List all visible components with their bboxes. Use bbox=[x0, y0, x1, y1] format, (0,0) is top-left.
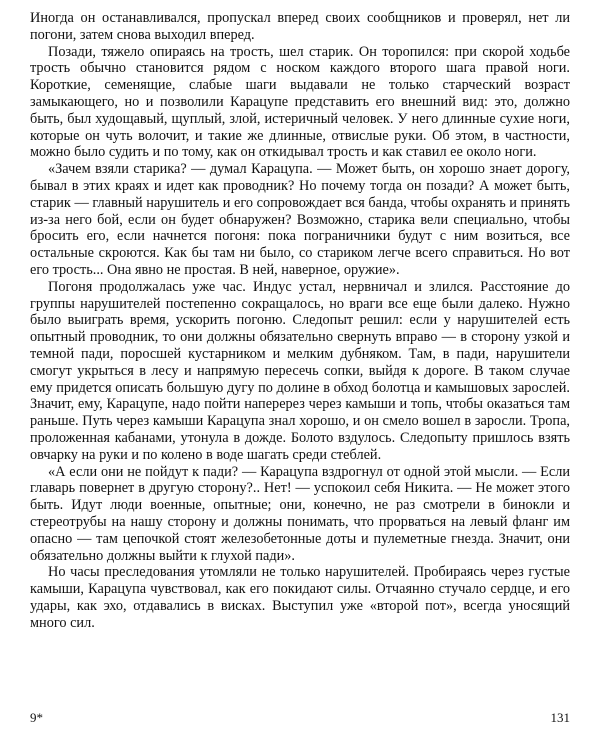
paragraph-6: Но часы преследования утомляли не только нарушителей. Пробираясь через густые камыши, Карацупа чувствовал, как его покидают силы. Отчаянно стучало сердце, и его удары, как эхо, отдавались в висках. Выступил уже «второй пот», всегда уносящий много сил. bbox=[30, 564, 570, 631]
page-number: 131 bbox=[550, 710, 570, 725]
paragraph-1: Иногда он останавливался, пропускал вперед своих сообщников и проверял, нет ли погони, затем снова выходил вперед. bbox=[30, 10, 570, 43]
paragraph-2: Позади, тяжело опираясь на трость, шел старик. Он торопился: при скорой ходьбе трость обычно становится рядом с носком каждого второго шага правой ноги. Короткие, семенящие, слабые шаги выдавали не только старческий возраст замыкающего, но и позволили Карацупе представить его внешний вид: это, должно быть, был худощавый, щуплый, злой, истеричный человек. У него длинные сухие ноги, которые он чуть волочит, и такие же длинные, отвислые руки. Об этом, в частности, можно было судить и по тому, как он откидывал трость и как ставил ее около ноги. bbox=[30, 43, 570, 161]
paragraph-5: «А если они не пойдут к пади? — Карацупа вздрогнул от одной этой мысли. — Если главарь повернет в другую сторону?.. Нет! — успокоил себя Никита. — Не может этого быть. Идут люди военные, опытные; они, конечно, не раз смотрели в бинокли и стереотрубы на нашу сторону и должны понимать, что прорваться на левый фланг им опасно — там цепочкой стоят железобетонные доты и пулеметные гнезда. Значит, они обязательно должны выйти к глухой пади». bbox=[30, 463, 570, 564]
paragraph-3: «Зачем взяли старика? — думал Карацупа. — Может быть, он хорошо знает дорогу, бывал в этих краях и идет как проводник? Но почему тогда он позади? А может быть, старик — главный нарушитель и его сопровождает вся банда, чтобы охранять и принять из-за него бой, если он будет обнаружен? Возможно, старика вели специально, чтобы бросить его, если начнется погоня: пока пограничники будут с ним возиться, все остальные скроются. Как бы там ни было, со стариком легче всего справиться. Но вот его трость... Она явно не простая. В ней, наверное, оружие». bbox=[30, 161, 570, 278]
page-body bbox=[30, 10, 570, 631]
signature-mark: 9* bbox=[30, 710, 43, 725]
paragraph-4: Погоня продолжалась уже час. Индус устал, нервничал и злился. Расстояние до группы нарушителей постепенно сокращалось, но враги все еще были далеко. Нужно было выиграть время, ускорить погоню. Следопыт решил: если у нарушителей есть опытный проводник, то они должны обязательно свернуть вправо — в сторону узкой и темной пади, поросшей кустарником и мелким дубняком. Там, в пади, нарушители смогут укрыться в лесу и напрямую пересечь сопки, выйдя к дороге. В таком случае ему придется описать большую дугу по долине в обход болотца и камышовых зарослей. Значит, ему, Карацупе, надо пойти наперерез через камыши и топь, чтобы оказаться там раньше. Путь через камыши Карацупа знал хорошо, и он смело вошел в заросли. Тропа, проложенная кабанами, утонула в дожде. Болото вздулось. Следопыту пришлось взять овчарку на руки и по колено в воде шагать среди стеблей. bbox=[30, 278, 570, 463]
